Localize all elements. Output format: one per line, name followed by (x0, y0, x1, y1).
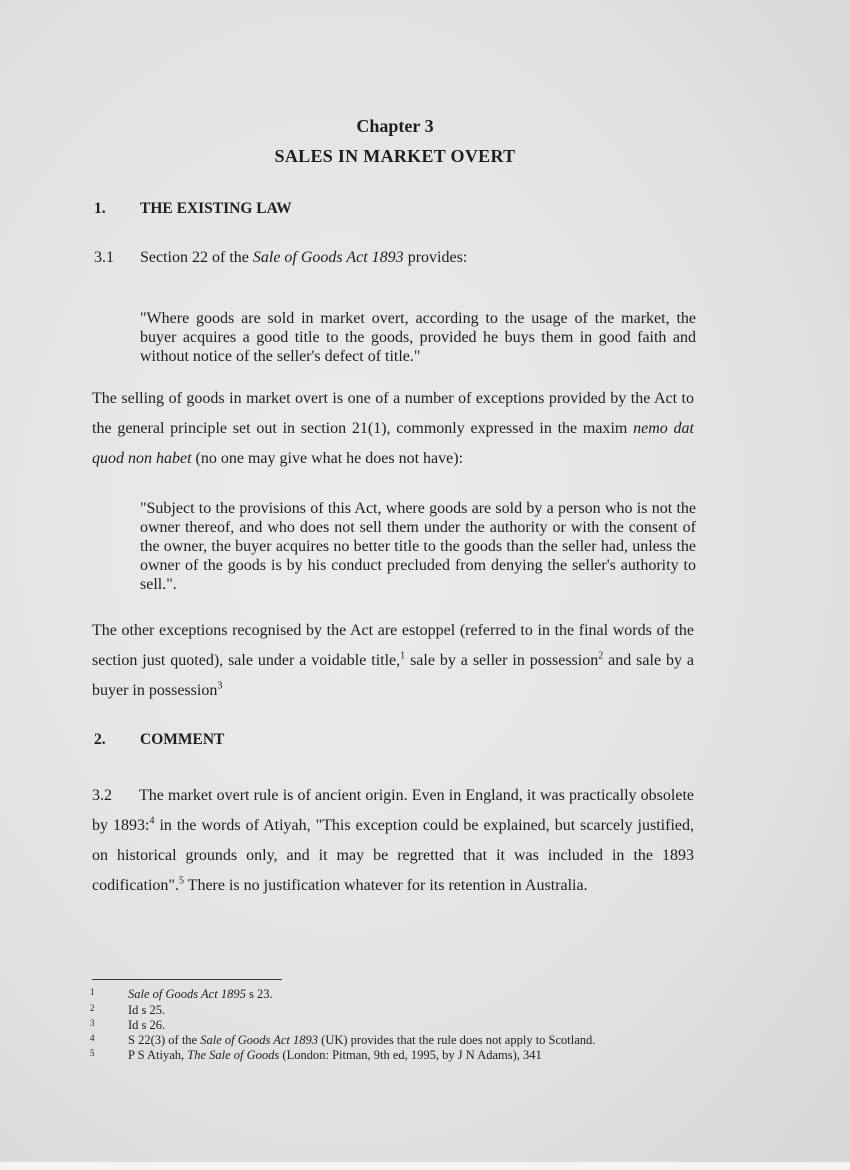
section-2-heading: COMMENT (140, 731, 225, 748)
paragraph-other-exceptions (92, 616, 694, 706)
footnote-1-number: 1 (90, 987, 95, 997)
para-3-2-number: 3.2 (92, 787, 112, 804)
footnote-3-number: 3 (90, 1018, 95, 1028)
para-selling-text-a: The selling of goods in market overt is one of a number of exceptions provided by the Act to the general principle set out in section 21(1), commonly expressed in the maxim (92, 390, 694, 437)
footnote-1-after: s 23. (245, 987, 273, 1001)
footnote-ref-3[interactable]: 3 (217, 680, 223, 692)
para-3-1-text-b: provides: (403, 249, 468, 266)
footnote-ref-5[interactable]: 5 (178, 875, 184, 887)
para-other-text-a: The other exceptions recognised by the Act are estoppel (referred to in the final words of the section just quoted), sale under a voidable title, (92, 622, 694, 669)
page-edge (0, 1162, 850, 1170)
footnote-4 (128, 1033, 595, 1048)
footnote-2-number: 2 (90, 1003, 95, 1013)
section-1-heading: THE EXISTING LAW (140, 200, 292, 217)
footnote-3: Id s 26. (128, 1018, 166, 1032)
para-other-text-b: sale by a seller in possession (405, 652, 599, 669)
footnote-ref-1[interactable]: 1 (400, 650, 406, 662)
para-3-2-text-a: The market overt rule is of ancient origin. Even in England, it was practically obsolete by 1893: (92, 787, 694, 834)
footnote-5-number: 5 (90, 1048, 95, 1058)
footnote-divider (92, 979, 282, 980)
paragraph-selling (92, 384, 694, 474)
footnote-5-after: (London: Pitman, 9th ed, 1995, by J N Adams), 341 (279, 1048, 542, 1062)
quote-section-22: "Where goods are sold in market overt, according to the usage of the market, the buyer acquires a good title to the goods, provided he buys them in good faith and without notice of the seller's defect of title." (140, 310, 696, 365)
para-3-1-number: 3.1 (94, 249, 114, 266)
footnote-1 (128, 987, 273, 1002)
para-selling-text-b: (no one may give what he does not have): (191, 450, 464, 467)
footnote-5 (128, 1048, 542, 1063)
quote-section-21: "Subject to the provisions of this Act, where goods are sold by a person who is not the owner thereof, and who does not sell them under the authority or with the consent of the owner, the buyer acquires no better title to the goods than the seller had, unless the owner of the goods is by his conduct precluded from denying the seller's authority to sell.". (140, 500, 696, 593)
para-3-2-text-b: in the words of Atiyah, "This exception could be explained, but scarcely justified, on historical grounds only, and it may be regretted that it was included in the 1893 codification". (92, 817, 694, 894)
section-1-number: 1. (94, 200, 106, 217)
footnote-4-number: 4 (90, 1033, 95, 1043)
footnote-2: Id s 25. (128, 1003, 166, 1017)
footnote-4-before: S 22(3) of the (128, 1033, 201, 1047)
para-3-1-text-a: Section 22 of the (140, 249, 253, 266)
maxim: nemo dat quod non habet (92, 420, 694, 467)
paragraph-3-2 (92, 781, 694, 901)
para-3-2-text-c: There is no justification whatever for its retention in Australia. (183, 877, 588, 894)
footnote-5-italic: The Sale of Goods (187, 1048, 280, 1062)
footnote-5-before: P S Atiyah, (128, 1048, 188, 1062)
footnote-ref-4[interactable]: 4 (149, 815, 155, 827)
chapter-label: Chapter 3 (356, 116, 434, 136)
footnote-4-after: (UK) provides that the rule does not apply to Scotland. (318, 1033, 596, 1047)
chapter-title: SALES IN MARKET OVERT (274, 146, 516, 166)
footnote-4-italic: Sale of Goods Act 1893 (200, 1033, 319, 1047)
footnote-1-italic: Sale of Goods Act 1895 (128, 987, 246, 1001)
act-name: Sale of Goods Act 1893 (252, 249, 404, 266)
section-2-number: 2. (94, 731, 106, 748)
para-other-text-c: and sale by a buyer in possession (92, 652, 694, 699)
footnote-ref-2[interactable]: 2 (598, 650, 604, 662)
para-3-1-text (140, 248, 467, 268)
